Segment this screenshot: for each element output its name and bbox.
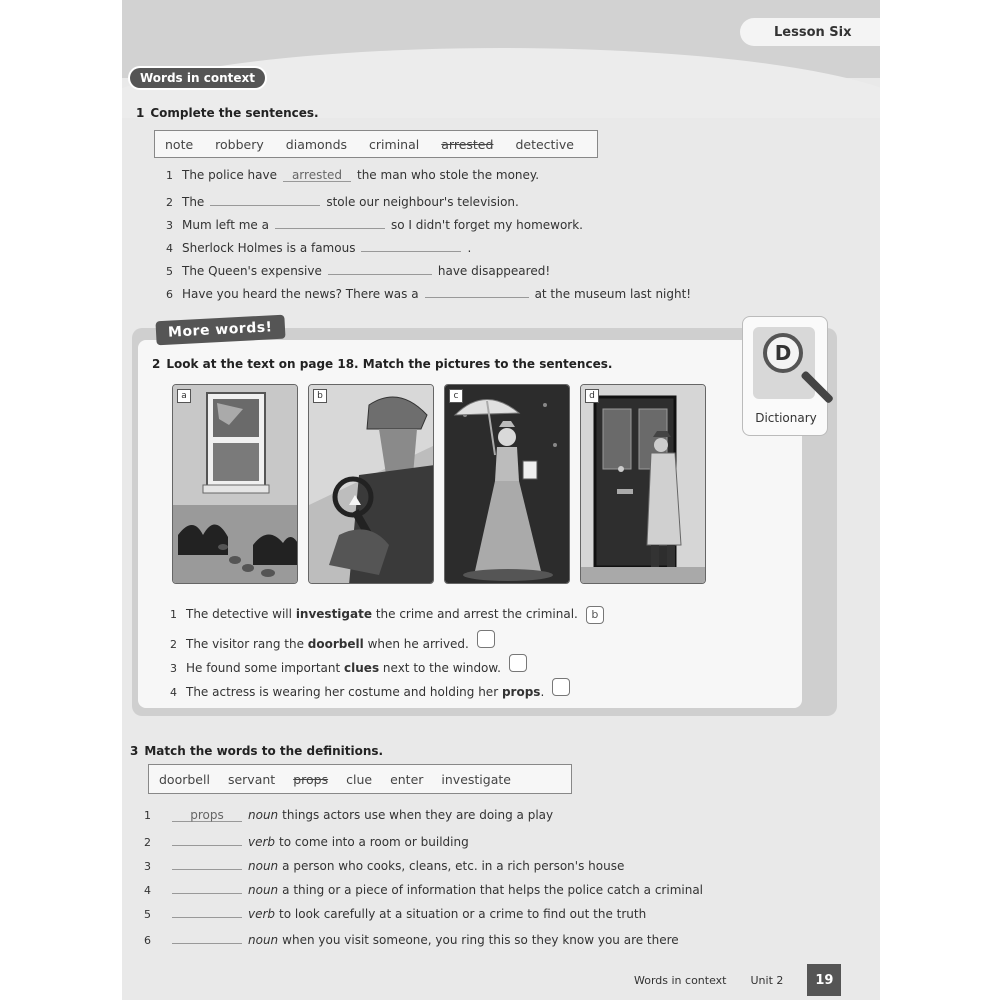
background-left	[0, 0, 122, 1000]
section-title: Words in context	[130, 68, 265, 88]
keyword: doorbell	[307, 637, 364, 651]
footer-unit: Unit 2	[750, 973, 784, 987]
definition-row	[144, 880, 703, 897]
sentence-number: 1	[166, 169, 173, 182]
sentence-text: Sherlock Holmes is a famous	[182, 241, 356, 255]
definition-number: 5	[144, 908, 151, 921]
sentence-text: The visitor rang the	[186, 637, 304, 651]
exercise-2-title	[152, 357, 612, 371]
match-sentence-row	[170, 678, 570, 699]
answer-blank[interactable]	[210, 192, 320, 206]
window-illustration	[173, 385, 298, 584]
definition-text: when you visit someone, you ring this so they know you are there	[282, 933, 679, 947]
sentence-text: have disappeared!	[437, 264, 551, 278]
match-sentence-row	[170, 654, 527, 675]
sentence-row	[166, 215, 583, 232]
part-of-speech: noun	[248, 883, 279, 897]
word-box-item: robbery	[215, 136, 264, 152]
answer-blank[interactable]	[361, 238, 461, 252]
answer-box[interactable]	[552, 678, 570, 696]
sentence-text: The	[182, 195, 205, 209]
definition-number: 3	[144, 860, 151, 873]
part-of-speech: noun	[248, 933, 279, 947]
dictionary-label: Dictionary	[755, 411, 817, 425]
sentence-number: 5	[166, 265, 173, 278]
page-number: 19	[807, 964, 841, 996]
sentence-number: 4	[166, 242, 173, 255]
sentence-number: 4	[170, 686, 177, 699]
picture-letter: d	[585, 389, 599, 403]
dictionary-badge	[742, 316, 828, 436]
definition-text: a thing or a piece of information that helps the police catch a criminal	[282, 883, 704, 897]
definition-row	[144, 856, 624, 873]
sentence-text: when he arrived.	[367, 637, 469, 651]
definition-number: 4	[144, 884, 151, 897]
magnifier-icon: D	[763, 333, 803, 373]
answer-blank[interactable]	[275, 215, 385, 229]
definition-row	[144, 904, 646, 921]
sentence-text: The police have	[182, 168, 277, 182]
exercise-3-title	[130, 744, 383, 758]
answer-box[interactable]: b	[586, 606, 604, 624]
sentence-number: 6	[166, 288, 173, 301]
answer-blank[interactable]	[328, 261, 432, 275]
detective-illustration	[309, 385, 434, 584]
definition-text: things actors use when they are doing a play	[282, 808, 554, 822]
exercise-instruction: Match the words to the definitions.	[144, 744, 384, 758]
answer-blank[interactable]	[425, 284, 529, 298]
word-box-item: diamonds	[285, 136, 348, 152]
exercise-number: 2	[152, 357, 161, 371]
word-box-item: note	[165, 136, 194, 152]
sentence-text: The actress is wearing her costume and holding her	[186, 685, 499, 699]
answer-blank[interactable]	[172, 832, 242, 846]
picture-letter: c	[449, 389, 463, 403]
match-sentence-row	[170, 606, 604, 624]
word-box-item: servant	[227, 771, 276, 787]
sentence-text: the crime and arrest the criminal.	[375, 607, 578, 621]
picture-letter: b	[313, 389, 327, 403]
keyword: investigate	[295, 607, 372, 621]
answer-box[interactable]	[509, 654, 527, 672]
definition-number: 2	[144, 836, 151, 849]
sentence-text: .	[467, 241, 472, 255]
sentence-text: at the museum last night!	[534, 287, 692, 301]
sentence-row	[166, 261, 550, 278]
picture-a-window	[172, 384, 298, 584]
keyword: props	[501, 685, 541, 699]
sentence-text: He found some important	[186, 661, 341, 675]
word-box-3	[148, 764, 572, 794]
door-illustration	[581, 385, 706, 584]
definition-number: 1	[144, 809, 151, 822]
sentence-number: 3	[170, 662, 177, 675]
sentence-number: 2	[170, 638, 177, 651]
more-words-tab: More words!	[155, 315, 285, 346]
part-of-speech: noun	[248, 808, 279, 822]
footer-section: Words in context	[634, 973, 727, 987]
word-box-item-used: arrested	[441, 136, 494, 152]
answer-blank[interactable]	[172, 904, 242, 918]
word-box-1	[154, 130, 598, 158]
exercise-instruction: Look at the text on page 18. Match the pictures to the sentences.	[166, 357, 613, 371]
sentence-number: 3	[166, 219, 173, 232]
keyword: clues	[344, 661, 380, 675]
part-of-speech: noun	[248, 859, 279, 873]
sentence-text: stole our neighbour's television.	[326, 195, 519, 209]
word-box-item: clue	[346, 771, 373, 787]
sentence-row	[166, 192, 519, 209]
sentence-text: next to the window.	[382, 661, 501, 675]
word-box-item: detective	[515, 136, 574, 152]
answer-blank[interactable]: props	[172, 808, 242, 822]
part-of-speech: verb	[248, 835, 276, 849]
actress-illustration	[445, 385, 570, 584]
definition-text: to come into a room or building	[279, 835, 469, 849]
sentence-row	[166, 284, 691, 301]
answer-box[interactable]	[477, 630, 495, 648]
word-box-item-used: props	[293, 771, 329, 787]
sentence-text: .	[540, 685, 545, 699]
match-sentence-row	[170, 630, 495, 651]
exercise-number: 1	[136, 106, 145, 120]
word-box-item: criminal	[369, 136, 420, 152]
sentence-text: The detective will	[186, 607, 292, 621]
sentence-row	[166, 168, 539, 182]
picture-d-door	[580, 384, 706, 584]
workbook-page	[122, 0, 880, 1000]
sentence-text: the man who stole the money.	[357, 168, 540, 182]
picture-b-detective	[308, 384, 434, 584]
sentence-text: Have you heard the news? There was a	[182, 287, 419, 301]
word-box-item: doorbell	[159, 771, 210, 787]
exercise-number: 3	[130, 744, 139, 758]
answer-blank[interactable]: arrested	[283, 168, 351, 182]
exercise-instruction: Complete the sentences.	[150, 106, 319, 120]
part-of-speech: verb	[248, 907, 276, 921]
answer-blank[interactable]	[172, 930, 242, 944]
page-footer	[634, 964, 841, 996]
definition-text: a person who cooks, cleans, etc. in a rich person's house	[282, 859, 625, 873]
word-box-item: investigate	[441, 771, 511, 787]
sentence-number: 2	[166, 196, 173, 209]
lesson-title: Lesson Six	[740, 18, 880, 46]
definition-number: 6	[144, 934, 151, 947]
sentence-row	[166, 238, 471, 255]
picture-c-actress	[444, 384, 570, 584]
definition-text: to look carefully at a situation or a crime to find out the truth	[279, 907, 647, 921]
sentence-number: 1	[170, 608, 177, 621]
definition-row	[144, 832, 469, 849]
answer-blank[interactable]	[172, 856, 242, 870]
exercise-1-title	[136, 106, 319, 120]
picture-letter: a	[177, 389, 191, 403]
sentence-text: Mum left me a	[182, 218, 269, 232]
background-right	[880, 0, 1000, 1000]
definition-row	[144, 808, 553, 822]
answer-blank[interactable]	[172, 880, 242, 894]
sentence-text: so I didn't forget my homework.	[390, 218, 583, 232]
sentence-text: The Queen's expensive	[182, 264, 322, 278]
word-box-item: enter	[390, 771, 424, 787]
definition-row	[144, 930, 679, 947]
